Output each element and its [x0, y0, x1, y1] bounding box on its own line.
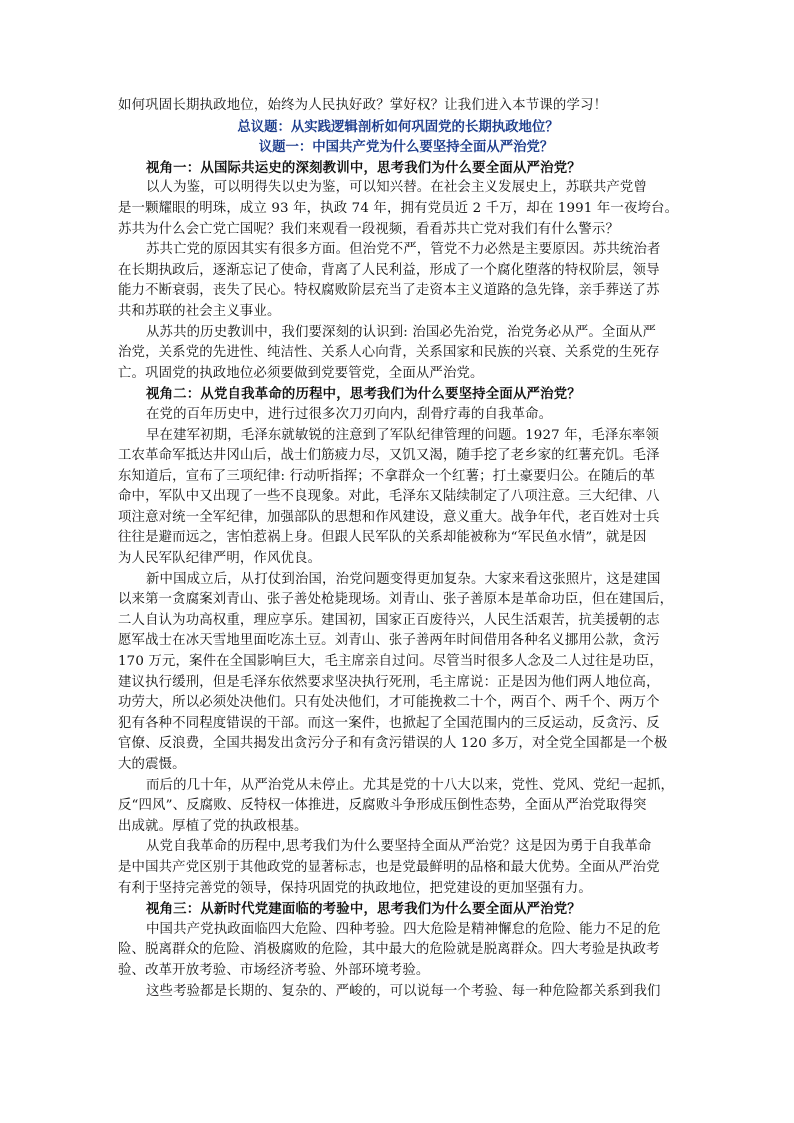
- text-line: 验、改革开放考验、市场经济考验、外部环境考验。: [118, 962, 430, 978]
- perspective2-paragraph1: [118, 405, 678, 426]
- intro-line: 如何巩固长期执政地位，始终为人民执好政？掌好权？让我们进入本节课的学习！: [118, 98, 608, 113]
- text-line: 为人民军队纪律严明，作风优良。: [118, 551, 322, 567]
- perspective3-paragraph1: [118, 920, 678, 982]
- perspective3-heading: 视角三：从新时代党建面临的考验中，思考我们为什么要全面从严治党？: [146, 901, 581, 918]
- text-line: 而后的几十年，从严治党从未停止。尤其是党的十八大以来，党性、党风、党纪一起抓，: [146, 777, 675, 793]
- text-line: 能力不断衰弱，丧失了民心。特权腐败阶层充当了走资本主义道路的急先锋，亲手葬送了苏: [118, 283, 660, 299]
- perspective1-paragraph2: [118, 240, 678, 322]
- perspective2-paragraph4: [118, 776, 678, 838]
- text-line: 苏共为什么会亡党亡国呢？我们来观看一段视频，看看苏共亡党对我们有什么警示？: [118, 221, 620, 237]
- text-line: 险、脱离群众的危险、消极腐败的危险，其中最大的危险就是脱离群众。四大考验是执政考: [118, 942, 660, 958]
- text-line: 苏共亡党的原因其实有很多方面。但治党不严，管党不力必然是主要原因。苏共统治者: [146, 242, 661, 258]
- document-page: [118, 96, 678, 1002]
- perspective2-paragraph3: [118, 570, 678, 776]
- text-line: 共和苏联的社会主义事业。: [118, 303, 281, 319]
- text-line: 有利于坚持完善党的领导，保持巩固党的执政地位，把党建设的更加坚强有力。: [118, 880, 592, 896]
- text-line: 反“四风”、反腐败、反特权一体推进，反腐败斗争形成压倒性态势，全面从严治党取得突: [118, 798, 647, 814]
- text-line: 是一颗耀眼的明珠，成立 93 年，执政 74 年，拥有党员近 2 千万，却在 1991 年一夜垮台。: [118, 200, 678, 216]
- perspective1-paragraph3: [118, 323, 678, 385]
- perspective2-paragraph2: [118, 426, 678, 570]
- text-line: 以人为鉴，可以明得失以史为鉴，可以知兴替。在社会主义发展史上，苏联共产党曾: [146, 180, 648, 196]
- text-line: 往往是避而远之，害怕惹祸上身。但跟人民军队的关系却能被称为“军民鱼水情”，就是因: [118, 530, 647, 546]
- text-line: 这些考验都是长期的、复杂的、严峻的，可以说每一个考验、每一种危险都关系到我们: [146, 983, 661, 999]
- text-line: 东知道后，宣布了三项纪律: 行动听指挥；不拿群众一个红薯；打土豪要归公。在随后的革: [118, 468, 656, 484]
- text-line: 功劳大，所以必须处决他们。只有处决他们，才可能挽救二十个，两百个、两千个、两万个: [118, 695, 660, 711]
- perspective1-heading: 视角一：从国际共运史的深刻教训中，思考我们为什么要全面从严治党？: [146, 159, 581, 176]
- text-line: 出成就。厚植了党的执政根基。: [118, 818, 308, 834]
- text-line: 从党自我革命的历程中,思考我们为什么要坚持全面从严治党？这是因为勇于自我革命: [146, 839, 652, 855]
- text-line: 170 万元，案件在全国影响巨大，毛主席亲自过问。尽管当时很多人念及二人过往是功臣，: [118, 654, 663, 670]
- text-line: 大的震慑。: [118, 757, 186, 772]
- perspective1-paragraph1: [118, 178, 678, 240]
- text-line: 犯有各种不同程度错误的干部。而这一案件，也掀起了全国范围内的三反运动，反贪污、反: [118, 715, 660, 731]
- text-line: 新中国成立后，从打仗到治国，治党问题变得更加复杂。大家来看这张照片，这是建国: [146, 571, 661, 587]
- text-line: 命中，军队中又出现了一些不良现象。对此，毛泽东又陆续制定了八项注意。三大纪律、八: [118, 489, 660, 505]
- perspective2-heading: 视角二：从党自我革命的历程中，思考我们为什么要坚持全面从严治党？: [146, 386, 581, 403]
- text-line: 在长期执政后，逐渐忘记了使命，背离了人民利益，形成了一个腐化堕落的特权阶层，领导: [118, 262, 660, 278]
- text-line: 早在建军初期，毛泽东就敏锐的注意到了军队纪律管理的问题。1927 年，毛泽东率领: [146, 427, 660, 443]
- text-line: 是中国共产党区别于其他政党的显著标志，也是党最鲜明的品格和最大优势。全面从严治党: [118, 859, 660, 875]
- text-line: 愿军战士在冰天雪地里面吃冻土豆。刘青山、张子善两年时间借用各种名义挪用公款，贪污: [118, 633, 660, 649]
- perspective3-paragraph2: [118, 982, 678, 1003]
- text-line: 项注意对统一全军纪律，加强部队的思想和作风建设，意义重大。战争年代，老百姓对士兵: [118, 509, 660, 525]
- main-topic: 总议题：从实践逻辑剖析如何巩固党的长期执政地位？: [237, 118, 559, 135]
- text-line: 以来第一贪腐案刘青山、张子善处枪毙现场。刘青山、张子善原本是革命功臣，但在建国后，: [118, 592, 674, 608]
- perspective2-paragraph5: [118, 837, 678, 899]
- text-line: 工农革命军抵达井冈山后，战士们筋疲力尽，又饥又渴，随手挖了老乡家的红薯充饥。毛泽: [118, 448, 660, 464]
- text-line: 在党的百年历史中，进行过很多次刀刃向内，刮骨疗毒的自我革命。: [146, 406, 553, 422]
- sub-topic: 议题一：中国共产党为什么要坚持全面从严治党？: [258, 139, 554, 156]
- text-line: 中国共产党执政面临四大危险、四种考验。四大危险是精神懈怠的危险、能力不足的危: [146, 921, 661, 937]
- text-line: 建议执行缓刑，但是毛泽东依然要求坚决执行死刑，毛主席说：正是因为他们两人地位高，: [118, 674, 660, 690]
- text-line: 官僚、反浪费，全国共揭发出贪污分子和有贪污错误的人 120 多万，对全党全国都是一个极: [118, 736, 668, 752]
- text-line: 二人自认为功高权重，理应享乐。建国初，国家正百废待兴，人民生活艰苦，抗美援朝的志: [118, 612, 660, 628]
- text-line: 治党，关系党的先进性、纯洁性、关系人心向背，关系国家和民族的兴衰、关系党的生死存: [118, 345, 660, 361]
- text-line: 从苏共的历史教训中，我们要深刻的认识到: 治国必先治党，治党务必从严。全面从严: [146, 324, 657, 340]
- text-line: 亡。巩固党的执政地位必须要做到党要管党，全面从严治党。: [118, 365, 484, 381]
